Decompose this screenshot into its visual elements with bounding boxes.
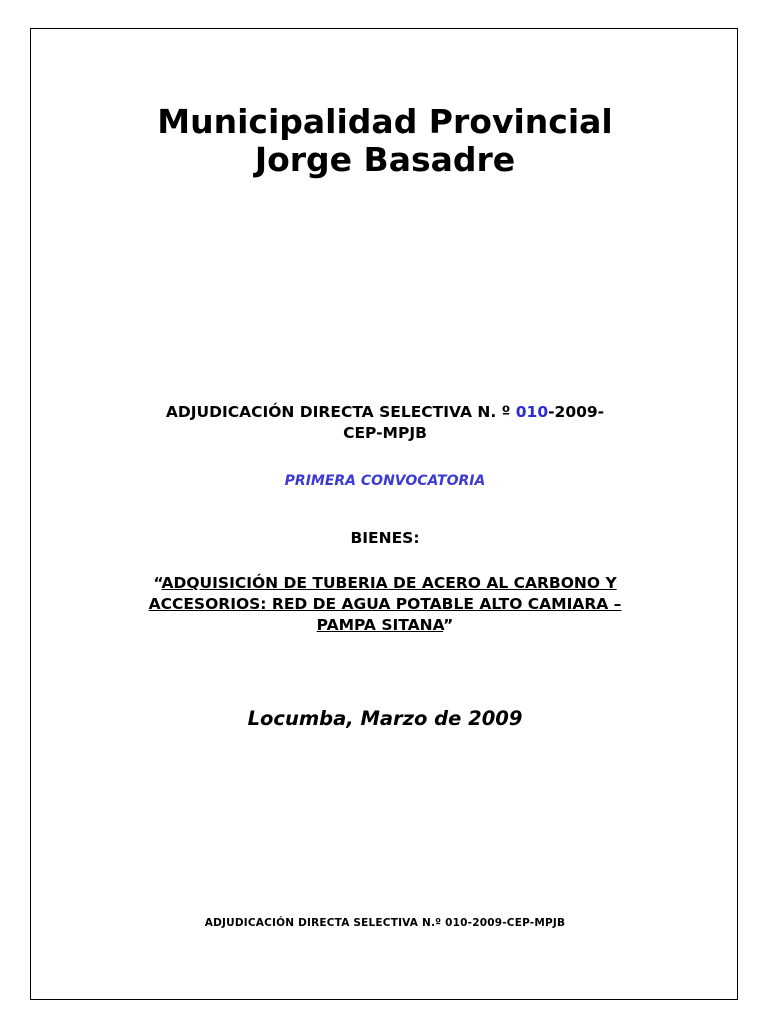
subject-text-2: ACCESORIOS: RED DE AGUA POTABLE ALTO CAMIARA – <box>148 595 622 613</box>
subject-line-3 <box>0 615 770 636</box>
subject-open-quote: “ <box>153 574 162 592</box>
procedure-number: 010 <box>515 403 549 421</box>
subject-line-2 <box>0 594 770 615</box>
place-date: Locumba, Marzo de 2009 <box>247 707 523 730</box>
title-line-1: Municipalidad Provincial <box>157 102 613 141</box>
subject-close-quote: ” <box>443 616 454 634</box>
subject-text-1: ADQUISICIÓN DE TUBERIA DE ACERO AL CARBONO Y <box>161 574 617 592</box>
procedure-prefix: ADJUDICACIÓN DIRECTA SELECTIVA N. º <box>165 403 516 421</box>
convocatoria-label: PRIMERA CONVOCATORIA <box>284 473 486 489</box>
subject-line-1 <box>0 573 770 594</box>
title-line-2: Jorge Basadre <box>254 140 516 179</box>
category-label: BIENES: <box>350 529 420 547</box>
procedure-heading <box>0 402 770 423</box>
footer-reference: ADJUDICACIÓN DIRECTA SELECTIVA N.º 010-2009-CEP-MPJB <box>204 917 566 929</box>
subject-text-3: PAMPA SITANA <box>316 616 444 634</box>
procedure-heading-line-2: CEP-MPJB <box>343 424 427 442</box>
procedure-suffix: -2009- <box>548 403 605 421</box>
